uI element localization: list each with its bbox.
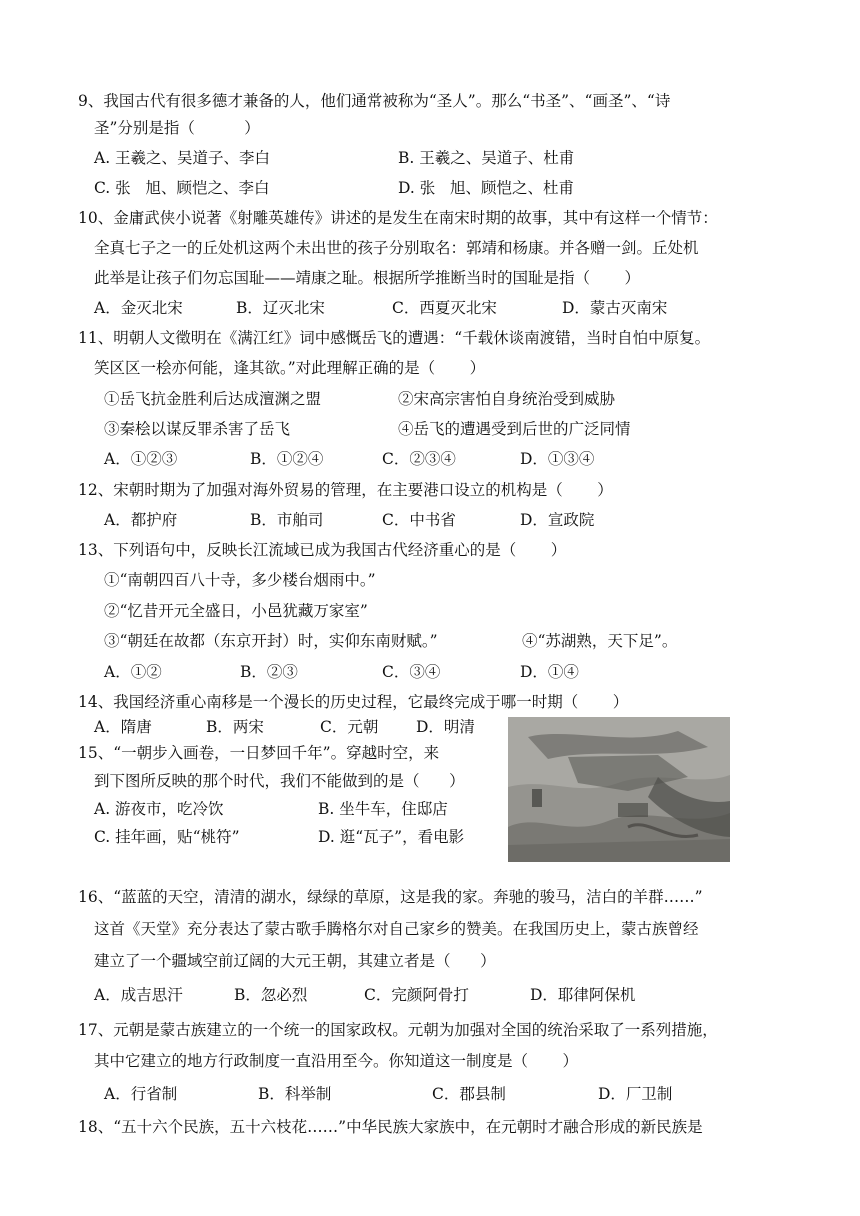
q13-statement-1: ①“南朝四百八十寺，多少楼台烟雨中。” <box>104 571 376 589</box>
q10-option-a: A．金灭北宋 <box>94 299 183 317</box>
q9-stem-line2: 圣”分别是指（ ） <box>94 119 260 137</box>
painting-image <box>508 717 730 862</box>
q16-option-b: B．忽必烈 <box>234 986 308 1004</box>
q17-stem-line2: 其中它建立的地方行政制度一直沿用至今。你知道这一制度是（ ） <box>94 1052 578 1070</box>
q17-stem-line1: 17、元朝是蒙古族建立的一个统一的国家政权。元朝为加强对全国的统治采取了一系列措施， <box>78 1021 718 1039</box>
q17-option-b: B．科举制 <box>258 1085 332 1103</box>
q11-stem-line1: 11、明朝人文徵明在《满江红》词中感慨岳飞的遭遇：“千载休谈南渡错，当时自怕中原复。 <box>78 329 711 347</box>
q11-statement-2: ②宋高宗害怕自身统治受到威胁 <box>398 390 616 408</box>
q13-stem-line1: 13、下列语句中，反映长江流域已成为我国古代经济重心的是（ ） <box>78 541 567 559</box>
q9-option-d: D. 张 旭、顾恺之、杜甫 <box>398 179 575 197</box>
q9-option-c: C. 张 旭、顾恺之、李白 <box>94 179 270 197</box>
q17-option-a: A．行省制 <box>104 1085 178 1103</box>
q13-option-d: D．①④ <box>520 663 579 681</box>
q16-stem-line3: 建立了一个疆域空前辽阔的大元王朝，其建立者是（ ） <box>94 952 496 970</box>
q14-option-b: B．两宋 <box>206 718 264 736</box>
q11-option-c: C．②③④ <box>382 450 456 468</box>
q10-option-c: C．西夏灭北宋 <box>392 299 497 317</box>
q15-option-c: C. 挂年画，贴“桃符” <box>94 828 240 846</box>
q11-stem-line2: 笑区区一桧亦何能，逢其欲。”对此理解正确的是（ ） <box>94 359 486 377</box>
q11-statement-3: ③秦桧以谋反罪杀害了岳飞 <box>104 420 291 438</box>
q13-option-b: B．②③ <box>240 663 298 681</box>
q15-option-b: B. 坐牛车，住邸店 <box>318 800 448 818</box>
q10-stem-line1: 10、金庸武侠小说著《射雕英雄传》讲述的是发生在南宋时期的故事，其中有这样一个情节： <box>78 209 718 227</box>
q12-option-a: A．都护府 <box>104 511 178 529</box>
q13-statement-3: ③“朝廷在故都（东京开封）时，实仰东南财赋。” <box>104 632 438 650</box>
q9-option-b: B. 王羲之、吴道子、杜甫 <box>398 149 575 167</box>
q11-option-d: D．①③④ <box>520 450 595 468</box>
q16-stem-line1: 16、“蓝蓝的天空，清清的湖水，绿绿的草原，这是我的家。奔驰的骏马，洁白的羊群……” <box>78 888 703 906</box>
q14-option-d: D．明清 <box>416 718 475 736</box>
q17-option-d: D．厂卫制 <box>598 1085 673 1103</box>
painting-scene <box>508 717 730 862</box>
q13-statement-4: ④“苏湖熟，天下足”。 <box>522 632 678 650</box>
q11-statement-1: ①岳飞抗金胜利后达成澶渊之盟 <box>104 390 322 408</box>
q12-stem-line1: 12、宋朝时期为了加强对海外贸易的管理，在主要港口设立的机构是（ ） <box>78 481 613 499</box>
q13-option-a: A．①② <box>104 663 162 681</box>
q12-option-c: C．中书省 <box>382 511 456 529</box>
q14-stem-line1: 14、我国经济重心南移是一个漫长的历史过程，它最终完成于哪一时期（ ） <box>78 693 629 711</box>
q9-option-a: A. 王羲之、吴道子、李白 <box>94 149 271 167</box>
q11-statement-4: ④岳飞的遭遇受到后世的广泛同情 <box>398 420 631 438</box>
q15-option-a: A. 游夜市，吃冷饮 <box>94 800 224 818</box>
q15-stem-line1: 15、“一朝步入画卷，一日梦回千年”。穿越时空，来 <box>78 744 440 762</box>
q10-option-b: B．辽灭北宋 <box>236 299 325 317</box>
q12-option-b: B．市舶司 <box>250 511 324 529</box>
q16-option-c: C．完颜阿骨打 <box>364 986 469 1004</box>
q18-stem-line1: 18、“五十六个民族，五十六枝花……”中华民族大家族中，在元朝时才融合形成的新民族是 <box>78 1118 703 1136</box>
q14-option-a: A．隋唐 <box>94 718 152 736</box>
q12-option-d: D．宣政院 <box>520 511 595 529</box>
q17-option-c: C．郡县制 <box>432 1085 506 1103</box>
q15-stem-line2: 到下图所反映的那个时代，我们不能做到的是（ ） <box>94 772 465 790</box>
q10-stem-line2: 全真七子之一的丘处机这两个未出世的孩子分别取名：郭靖和杨康。并各赠一剑。丘处机 <box>94 239 699 257</box>
q11-option-a: A．①②③ <box>104 450 178 468</box>
q15-option-d: D. 逛“瓦子”，看电影 <box>318 828 465 846</box>
q16-option-a: A．成吉思汗 <box>94 986 183 1004</box>
q11-option-b: B．①②④ <box>250 450 324 468</box>
q16-option-d: D．耶律阿保机 <box>530 986 636 1004</box>
q13-statement-2: ②“忆昔开元全盛日，小邑犹藏万家室” <box>104 602 368 620</box>
q10-stem-line3: 此举是让孩子们勿忘国耻——靖康之耻。根据所学推断当时的国耻是指（ ） <box>94 269 640 287</box>
q9-stem-line1: 9、我国古代有很多德才兼备的人，他们通常被称为“圣人”。那么“书圣”、“画圣”、“诗 <box>78 92 671 110</box>
q14-option-c: C．元朝 <box>320 718 379 736</box>
q16-stem-line2: 这首《天堂》充分表达了蒙古歌手腾格尔对自己家乡的赞美。在我国历史上，蒙古族曾经 <box>94 920 699 938</box>
q13-option-c: C．③④ <box>382 663 441 681</box>
q10-option-d: D．蒙古灭南宋 <box>562 299 668 317</box>
